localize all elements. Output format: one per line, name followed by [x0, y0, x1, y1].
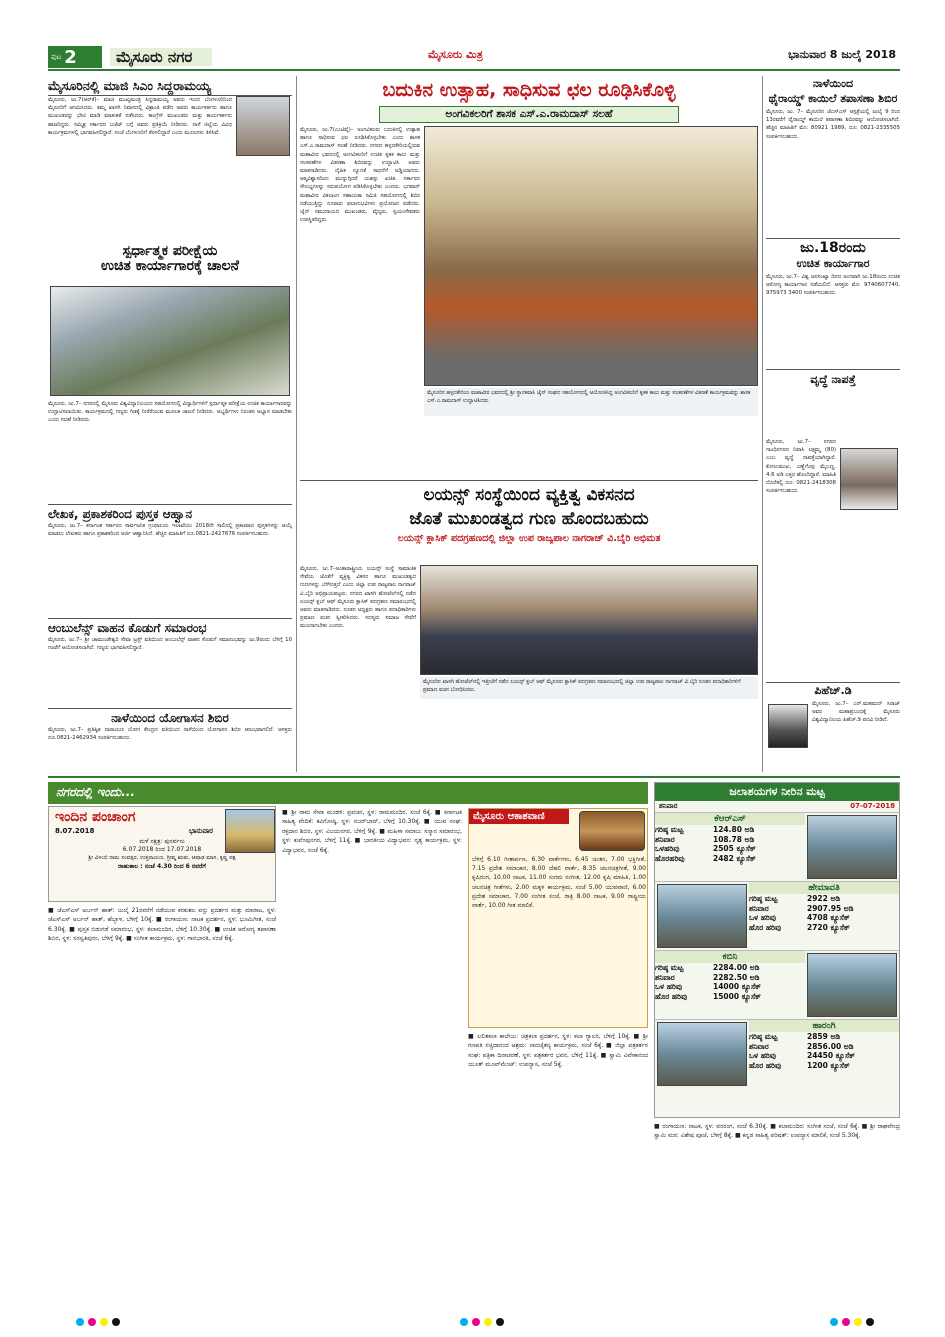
article-body-cont	[48, 178, 292, 238]
city-section	[48, 776, 900, 1296]
article-headline: ಮೈಸೂರಿನಲ್ಲಿ ಮಾಜಿ ಸಿಎಂ ಸಿದ್ದರಾಮಯ್ಯ	[48, 78, 212, 93]
section-name: ಮೈಸೂರು ನಗರ	[110, 48, 212, 66]
dam-stat-value: 24450 ಕ್ಯೂಸೆಕ್	[807, 1051, 855, 1060]
lead-body-cont	[424, 420, 758, 476]
dam-name: ಹಾರಂಗಿ	[749, 1020, 899, 1032]
dam-stat-value: 2720 ಕ್ಯೂಸೆಕ್	[807, 922, 850, 932]
dam-stat-label: ಗರಿಷ್ಠ ಮಟ್ಟ	[749, 1032, 778, 1041]
dam-stat-label: ಶನಿವಾರ	[749, 1041, 769, 1051]
divider	[766, 369, 900, 370]
article-body: ಮೈಸೂರು, ಜು.7– ನಗರದಲ್ಲಿ ಮೈಸೂರು ವಿಶ್ವವಿದ್ಯಾನಿಲಯದ ಸಹಯೋಗದಲ್ಲಿ ವಿದ್ಯಾರ್ಥಿಗಳಿಗೆ ಸ್ಪರ್ಧಾತ್ಮಕ ಪರೀಕ್ಷೆಯ ಉಚಿತ ಕಾರ್ಯಾಗಾರವನ್ನು ಉದ್ಘಾಟಿಸಲಾಯಿತು. ಕಾರ್ಯಕ್ರಮದಲ್ಲಿ ಗಣ್ಯರು ಗಿಡಕ್ಕೆ ನೀರೆರೆಯುವ ಮೂಲಕ ಚಾಲನೆ ನೀಡಿದರು. ಅಭ್ಯರ್ಥಿಗಳು ನಿರಂತರ ಅಭ್ಯಾಸ ಮಾಡಬೇಕು ಎಂದು ಸಲಹೆ ನೀಡಿದರು.	[48, 401, 292, 424]
panchanga-line: ಶ್ರೀ ವಿಳಂಬಿ ನಾಮ ಸಂವತ್ಸರ, ಉತ್ತರಾಯಣ, ಗ್ರೀಷ್ಮ ಋತು, ಆಷಾಢ ಮಾಸ, ಕೃಷ್ಣ ಪಕ್ಷ	[88, 855, 236, 861]
masthead: ಮೈಸೂರು ಮಿತ್ರ	[428, 48, 483, 61]
radio-icon	[579, 811, 645, 851]
article-headline	[48, 244, 292, 274]
dam-stat-label: ಒಳ ಹರಿವು	[655, 982, 682, 991]
dam-photo	[807, 815, 897, 879]
events-list: ■ ಜೆಎಸ್ಎಸ್ ಅರ್ಬನ್ ಹಾತ್: ಜುಲೈ 21ರವರೆಗೆ ನಡೆಯುವ ಕರಕುಶಲ ವಸ್ತು ಪ್ರದರ್ಶನ ಮತ್ತು ಮಾರಾಟ, ಸ್ಥಳ: ಜೆಎಸ್ಎಸ್ ಅರ್ಬನ್ ಹಾತ್, ಹೆಬ್ಬಾಳ, ಬೆಳಿಗ್ಗೆ 10ಕ್ಕೆ. ■ ರಂಗಾಯಣ: ನಾಟಕ ಪ್ರದರ್ಶನ, ಸ್ಥಳ: ಭೂಮಿಗೀತ, ಸಂಜೆ 6.30ಕ್ಕೆ. ■ ಪುಸ್ತಕ ಬಿಡುಗಡೆ ಸಮಾರಂಭ, ಸ್ಥಳ: ಕಲಾಮಂದಿರ, ಬೆಳಿಗ್ಗೆ 10.30ಕ್ಕೆ. ■ ಉಚಿತ ಆರೋಗ್ಯ ತಪಾಸಣಾ ಶಿಬಿರ, ಸ್ಥಳ: ಸರಸ್ವತಿಪುರಂ, ಬೆಳಿಗ್ಗೆ 9ಕ್ಕೆ. ■ ಸಂಗೀತ ಕಾರ್ಯಕ್ರಮ, ಸ್ಥಳ: ಗಾನಭಾರತಿ, ಸಂಜೆ 6ಕ್ಕೆ.	[48, 907, 276, 943]
dam-stat-label: ಗರಿಷ್ಠ ಮಟ್ಟ	[749, 894, 778, 903]
magenta-dot	[842, 1318, 850, 1326]
dam-stat-row	[655, 854, 805, 864]
registration-marks	[460, 1318, 504, 1326]
dam-stat-row	[655, 825, 805, 835]
events-list: ■ ಲಲಿತಕಲಾ ಕಾಲೇಜು: ಚಿತ್ರಕಲಾ ಪ್ರದರ್ಶನ, ಸ್ಥಳ: ಕಲಾ ಗ್ಯಾಲರಿ, ಬೆಳಿಗ್ಗೆ 10ಕ್ಕೆ. ■ ಶ್ರೀ ಗಣಪತಿ ಸಚ್ಚಿದಾನಂದ ಆಶ್ರಮ: ನಾದಚೈತನ್ಯ ಕಾರ್ಯಕ್ರಮ, ಸಂಜೆ 6ಕ್ಕೆ. ■ ಜಿಲ್ಲಾ ಪತ್ರಕರ್ತರ ಸಂಘ: ಪತ್ರಿಕಾ ದಿನಾಚರಣೆ, ಸ್ಥಳ: ಪತ್ರಕರ್ತರ ಭವನ, ಬೆಳಿಗ್ಗೆ 11ಕ್ಕೆ. ■ ಸ್ವಾಮಿ ವಿವೇಕಾನಂದ ಯೂತ್ ಮೂವ್‌ಮೆಂಟ್: ಉಪನ್ಯಾಸ, ಸಂಜೆ 5ಕ್ಕೆ.	[468, 1033, 648, 1069]
dam-stat-value: 2284.00 ಅಡಿ	[713, 963, 760, 972]
dam-stat-row	[749, 913, 899, 923]
panchanga-title: ಇಂದಿನ ಪಂಚಾಂಗ	[55, 809, 136, 825]
lions-caption: ಮೈಸೂರಿನ ಖಾಸಗಿ ಹೋಟೆಲ್‌ನಲ್ಲಿ ಇತ್ತೀಚೆಗೆ ನಡೆದ ಲಯನ್ಸ್ ಕ್ಲಬ್ ಆಫ್ ಮೈಸೂರು ಕ್ಲಾಸಿಕ್ ಪದಗ್ರಹಣ ಸಮಾರಂಭದಲ್ಲಿ ಜಿಲ್ಲಾ ಉಪ ರಾಜ್ಯಪಾಲ ನಾಗರಾಜ್ ವಿ.ಬೈರಿ ನೂತನ ಪದಾಧಿಕಾರಿಗಳಿಗೆ ಪ್ರಮಾಣ ವಚನ ಬೋಧಿಸಿದರು.	[420, 677, 758, 699]
dam-stat-label: ಹೊರ ಹರಿವು	[749, 1060, 782, 1070]
radio-box	[468, 808, 648, 1028]
panchanga-line: ಮಳೆ ನಕ್ಷತ್ರ: ಪುನರ್ವಸು	[139, 838, 185, 845]
palace-image	[225, 809, 275, 853]
dam-stat-label: ಗರಿಷ್ಠ ಮಟ್ಟ	[655, 963, 684, 972]
lead-headline: ಬದುಕಿನ ಉತ್ಸಾಹ, ಸಾಧಿಸುವ ಛಲ ರೂಢಿಸಿಕೊಳ್ಳಿ	[382, 79, 676, 101]
article-headline: ಆಂಬುಲೆನ್ಸ್ ವಾಹನ ಕೊಡುಗೆ ಸಮಾರಂಭ	[48, 618, 292, 636]
black-dot	[496, 1318, 504, 1326]
dam-stat-value: 14000 ಕ್ಯೂಸೆಕ್	[713, 982, 761, 991]
dam-stat-row	[749, 1061, 899, 1071]
reservoir-left-label: ಶನಿವಾರ	[659, 802, 678, 810]
dam-stat-value: 4708 ಕ್ಯೂಸೆಕ್	[807, 913, 850, 922]
dam-stat-row	[655, 973, 805, 983]
lead-photo	[424, 126, 758, 386]
dam-stat-row	[749, 1042, 899, 1052]
headline-line-1: ಸ್ಪರ್ಧಾತ್ಮಕ ಪರೀಕ್ಷೆಯ	[122, 243, 218, 259]
right-column	[766, 76, 900, 772]
dam-stat-label: ಶನಿವಾರ	[655, 834, 675, 844]
dam-stat-label: ಹೊರ ಹರಿವು	[655, 991, 688, 1001]
dam-stat-label: ಹೊರಹರಿವು	[655, 853, 685, 863]
article-body: ಮೈಸೂರು, ಜು.7– ಕರ್ನಾಟಕ ಸರ್ಕಾರದ ಸಾರ್ವಜನಿಕ ಗ್ರಂಥಾಲಯ ಇಲಾಖೆಯು 2018ನೇ ಸಾಲಿನಲ್ಲಿ ಪ್ರಕಟವಾದ ಪುಸ್ತಕಗಳನ್ನು ಆಯ್ಕೆ ಮಾಡಲು ಲೇಖಕರು ಹಾಗೂ ಪ್ರಕಾಶಕರಿಂದ ಅರ್ಜಿ ಆಹ್ವಾನಿಸಿದೆ. ಹೆಚ್ಚಿನ ಮಾಹಿತಿಗೆ ದೂ.0821-2427676 ಸಂಪರ್ಕಿಸಬಹುದು.	[48, 523, 292, 538]
radio-title: ಮೈಸೂರು ಆಕಾಶವಾಣಿ	[469, 809, 569, 824]
article-body: ಮೈಸೂರು, ಜು.7– ನಗರದ ಗಾಂಧಿನಗರದ ನಿವಾಸಿ ಲಕ್ಷ್ಮಮ್ಮ (80) ಎಂಬ ವೃದ್ಧೆ ನಾಪತ್ತೆಯಾಗಿದ್ದಾರೆ. ಕೋಲುಮುಖ, ಎಣ್ಣೆಗೆಂಪು ಮೈಬಣ್ಣ, 4.6 ಅಡಿ ಎತ್ತರ ಹೊಂದಿದ್ದಾರೆ. ಮಾಹಿತಿ ದೊರೆತಲ್ಲಿ ದೂ: 0821-2418308 ಸಂಪರ್ಕಿಸಬಹುದು.	[766, 439, 836, 495]
left-column	[48, 76, 292, 772]
dam-block	[655, 812, 899, 881]
article-headline: ಜು.18ರಂದು	[800, 240, 866, 256]
dam-list	[655, 812, 899, 1088]
yellow-dot	[100, 1318, 108, 1326]
dam-stat-value: 2907.95 ಅಡಿ	[807, 903, 854, 913]
dam-stat-row	[655, 963, 805, 973]
lead-body: ಮೈಸೂರು, ಜು.7(ಎಂಟಿವೈ)– ಅಂಗವಿಕಲರು ಬದುಕಿನಲ್ಲಿ ಉತ್ಸಾಹ ಹಾಗೂ ಸಾಧಿಸುವ ಛಲ ರೂಢಿಸಿಕೊಳ್ಳಬೇಕು ಎಂದು ಶಾಸಕ ಎಸ್.ಎ.ರಾಮದಾಸ್ ಸಲಹೆ ನೀಡಿದರು. ನಗರದ ಹಳ್ಳದಕೇರಿಯಲ್ಲಿರುವ ಮಹಾವೀರ ಭವನದಲ್ಲಿ ಅಂಗವಿಕಲರಿಗೆ ಉಚಿತ ಕೃತಕ ಕಾಲು ಮತ್ತು ಸಲಕರಣೆಗಳ ವಿತರಣಾ ಶಿಬಿರವನ್ನು ಉದ್ಘಾಟಿಸಿ ಅವರು ಮಾತನಾಡಿದರು. ದೈಹಿಕ ನ್ಯೂನತೆ ಸಾಧನೆಗೆ ಅಡ್ಡಿಯಾಗದು. ಆತ್ಮವಿಶ್ವಾಸದಿಂದ ಮುನ್ನುಗ್ಗಿದರೆ ಯಶಸ್ಸು ಖಚಿತ. ಸರ್ಕಾರದ ಸೌಲಭ್ಯಗಳನ್ನು ಸದುಪಯೋಗ ಪಡಿಸಿಕೊಳ್ಳಬೇಕು ಎಂದರು. ಭಗವಾನ್ ಮಹಾವೀರ ವಿಕಲಾಂಗ ಸಹಾಯತಾ ಸಮಿತಿ ಸಹಯೋಗದಲ್ಲಿ ಶಿಬಿರ ನಡೆಯುತ್ತಿದ್ದು ನೂರಾರು ಫಲಾನುಭವಿಗಳು ಪ್ರಯೋಜನ ಪಡೆದರು. ಜೈನ್ ಸಮುದಾಯದ ಮುಖಂಡರು, ವೈದ್ಯರು, ಸ್ವಯಂಸೇವಕರು ಉಪಸ್ಥಿತರಿದ್ದರು.	[300, 127, 420, 224]
dam-stat-row	[749, 1032, 899, 1042]
dam-name: ಕೆಆರ್‌ಎಸ್	[655, 813, 805, 825]
dam-stat-value: 2922 ಅಡಿ	[807, 894, 841, 903]
dam-stat-value: 2856.00 ಅಡಿ	[807, 1041, 854, 1051]
city-banner: ನಗರದಲ್ಲಿ ಇಂದು...	[48, 782, 648, 804]
scholar-photo	[768, 704, 808, 748]
page-header	[48, 42, 900, 72]
dam-stat-row	[655, 835, 805, 845]
cyan-dot	[76, 1318, 84, 1326]
page-number-tab	[48, 46, 102, 68]
panchanga-day: ಭಾನುವಾರ	[188, 827, 213, 835]
magenta-dot	[88, 1318, 96, 1326]
reservoir-title: ಜಲಾಶಯಗಳ ನೀರಿನ ಮಟ್ಟ	[655, 783, 899, 801]
dam-stat-label: ಗರಿಷ್ಠ ಮಟ್ಟ	[655, 825, 684, 834]
black-dot	[866, 1318, 874, 1326]
header-rule	[48, 69, 900, 71]
dam-stat-value: 108.78 ಅಡಿ	[713, 834, 755, 844]
events-list: ■ ಶ್ರೀ ರಾಮ ಸೇವಾ ಮಂಡಳಿ: ಪ್ರವಚನ, ಸ್ಥಳ: ರಾಮಮಂದಿರ, ಸಂಜೆ 6ಕ್ಕೆ. ■ ಕರ್ನಾಟಕ ಸಾಹಿತ್ಯ ವೇದಿಕೆ: ಕವಿಗೋಷ್ಠಿ, ಸ್ಥಳ: ನಜರ್‌ಬಾದ್, ಬೆಳಿಗ್ಗೆ 10.30ಕ್ಕೆ. ■ ಯುವ ಸಂಘ: ರಕ್ತದಾನ ಶಿಬಿರ, ಸ್ಥಳ: ವಿಜಯನಗರ, ಬೆಳಿಗ್ಗೆ 9ಕ್ಕೆ. ■ ಮಹಿಳಾ ಸಮಾಜ: ಸನ್ಮಾನ ಸಮಾರಂಭ, ಸ್ಥಳ: ಕುವೆಂಪುನಗರ, ಬೆಳಿಗ್ಗೆ 11ಕ್ಕೆ. ■ ಭಾರತೀಯ ವಿದ್ಯಾಭವನ: ನೃತ್ಯ ಕಾರ್ಯಕ್ರಮ, ಸ್ಥಳ: ವಿದ್ಯಾಭವನ, ಸಂಜೆ 6ಕ್ಕೆ.	[282, 809, 462, 854]
dam-stat-row	[655, 982, 805, 992]
dam-stat-value: 124.80 ಅಡಿ	[713, 825, 755, 834]
dam-stat-row	[749, 1051, 899, 1061]
article-body: ಮೈಸೂರು, ಜು. 7– ಮೈಸೂರಿನ ಜೆಎಸ್‌ಎಸ್ ಆಸ್ಪತ್ರೆಯಲ್ಲಿ ಜುಲೈ 9 ರಿಂದ 13ರವರೆಗೆ ಥೈರಾಯ್ಡ್ ಕಾಯಿಲೆ ತಪಾಸಣಾ ಶಿಬಿರವನ್ನು ಆಯೋಜಿಸಲಾಗಿದೆ. ಹೆಚ್ಚಿನ ಮಾಹಿತಿಗೆ ಮೊ: 80921 1989, ದೂ: 0821-2335505 ಸಂಪರ್ಕಿಸಬಹುದು.	[766, 109, 900, 140]
dam-name: ಹೇಮಾವತಿ	[749, 882, 899, 894]
lead-subhead: ಅಂಗವಿಕಲರಿಗೆ ಶಾಸಕ ಎಸ್.ಎ.ರಾಮದಾಸ್ ಸಲಹೆ	[379, 106, 679, 123]
dam-stat-label: ಒಳಹರಿವು	[655, 844, 680, 853]
dam-stat-row	[749, 894, 899, 904]
article-headline: ಥೈರಾಯ್ಡ್ ಕಾಯಿಲೆ ತಪಾಸಣಾ ಶಿಬಿರ	[768, 92, 898, 105]
workshop-photo	[50, 286, 290, 396]
dam-block	[655, 950, 899, 1019]
reservoir-panel	[654, 782, 900, 1118]
headline-line-2: ಉಚಿತ ಕಾರ್ಯಾಗಾರಕ್ಕೆ ಚಾಲನೆ	[100, 258, 239, 274]
cyan-dot	[830, 1318, 838, 1326]
dam-stat-label: ಒಳ ಹರಿವು	[749, 1051, 776, 1060]
dam-name: ಕಬಿನಿ	[655, 951, 805, 963]
missing-person-photo	[840, 448, 898, 510]
dam-stat-value: 2859 ಅಡಿ	[807, 1032, 841, 1041]
black-dot	[112, 1318, 120, 1326]
dam-stat-label: ಶನಿವಾರ	[655, 972, 675, 982]
portrait-photo	[236, 96, 290, 156]
article-headline: ನಾಳೆಯಿಂದ ಯೋಗಾಸನ ಶಿಬಿರ	[48, 708, 292, 726]
lead-story	[300, 76, 758, 476]
lions-body: ಮೈಸೂರು, ಜು.7–ಅಂತಾರಾಷ್ಟ್ರೀಯ ಲಯನ್ಸ್ ಸಂಸ್ಥೆ ಸಾಮಾಜಿಕ ಸೇವೆಯ ಜೊತೆಗೆ ವ್ಯಕ್ತಿತ್ವ ವಿಕಸನ ಹಾಗೂ ಮುಖಂಡತ್ವದ ಗುಣಗಳನ್ನು ಬೆಳೆಸುತ್ತದೆ ಎಂದು ಜಿಲ್ಲಾ ಉಪ ರಾಜ್ಯಪಾಲ ನಾಗರಾಜ್ ವಿ.ಬೈರಿ ಅಭಿಪ್ರಾಯಪಟ್ಟರು. ನಗರದ ಖಾಸಗಿ ಹೋಟೆಲ್‌ನಲ್ಲಿ ನಡೆದ ಲಯನ್ಸ್ ಕ್ಲಬ್ ಆಫ್ ಮೈಸೂರು ಕ್ಲಾಸಿಕ್ ಪದಗ್ರಹಣ ಸಮಾರಂಭದಲ್ಲಿ ಅವರು ಮಾತನಾಡಿದರು. ನೂತನ ಅಧ್ಯಕ್ಷರು ಹಾಗೂ ಪದಾಧಿಕಾರಿಗಳು ಪ್ರಮಾಣ ವಚನ ಸ್ವೀಕರಿಸಿದರು. ಸದಸ್ಯರು ಸಮಾಜ ಸೇವೆಗೆ ಮುಂದಾಗಬೇಕು ಎಂದರು.	[300, 566, 416, 630]
registration-marks	[76, 1318, 120, 1326]
article-body: ಮೈಸೂರು, ಜು.7– ಶ್ರೀ ಚಾಮುಂಡೇಶ್ವರಿ ಸೇವಾ ಟ್ರಸ್ಟ್ ವತಿಯಿಂದ ಆಂಬುಲೆನ್ಸ್ ವಾಹನ ಕೊಡುಗೆ ಸಮಾರಂಭವನ್ನು ಜು.9ರಂದು ಬೆಳಿಗ್ಗೆ 10 ಗಂಟೆಗೆ ಆಯೋಜಿಸಲಾಗಿದೆ. ಗಣ್ಯರು ಭಾಗವಹಿಸಲಿದ್ದಾರೆ.	[48, 637, 292, 652]
page-label: ಪುಟ	[51, 52, 62, 61]
dam-stat-row	[749, 904, 899, 914]
panchanga-box	[48, 806, 276, 902]
article-headline: ವೃದ್ಧೆ ನಾಪತ್ತೆ	[810, 373, 856, 386]
radio-schedule: ಬೆಳಿಗ್ಗೆ 6.10 ಗೀತಾರ್ಪಣ, 6.30 ವಾರ್ತೆಗಳು, 6.45 ಚಿಂತನ, 7.00 ಭಕ್ತಿಗೀತೆ, 7.15 ಪ್ರದೇಶ ಸಮಾಚಾರ, 8.00 ದೆಹಲಿ ವಾರ್ತೆ, 8.35 ಚಲನಚಿತ್ರಗೀತೆ, 9.00 ಕೃಷಿರಂಗ, 10.00 ನಾಟಕ, 11.00 ಸುಗಮ ಸಂಗೀತ, 12.00 ಕೃಷಿ ಮಾಹಿತಿ, 1.00 ಚಲನಚಿತ್ರ ಗೀತೆಗಳು, 2.00 ಮಕ್ಕಳ ಕಾರ್ಯಕ್ರಮ, ಸಂಜೆ 5.00 ಯುವವಾಣಿ, 6.00 ಪ್ರದೇಶ ಸಮಾಚಾರ, 7.00 ಸಂಗೀತ ಸಂಜೆ, ರಾತ್ರಿ 8.00 ನಾಟಕ, 9.00 ರಾಷ್ಟ್ರೀಯ ವಾರ್ತೆ, 10.00 ಗೀತ ಮಾಲಿಕೆ.	[472, 856, 646, 910]
dam-stat-value: 2482 ಕ್ಯೂಸೆಕ್	[713, 853, 756, 863]
issue-date: ಭಾನುವಾರ 8 ಜುಲೈ 2018	[788, 48, 896, 61]
dam-stat-row	[655, 992, 805, 1002]
dam-stat-value: 15000 ಕ್ಯೂಸೆಕ್	[713, 991, 761, 1001]
lions-headline-2: ಜೊತೆ ಮುಖಂಡತ್ವದ ಗುಣ ಹೊಂದಬಹುದು	[409, 509, 649, 529]
dam-stat-row	[655, 844, 805, 854]
rahukala: ರಾಹುಕಾಲ : ಸಂಜೆ 4.30 ರಿಂದ 6 ರವರೆಗೆ	[118, 863, 206, 870]
lions-subhead: ಲಯನ್ಸ್ ಕ್ಲಾಸಿಕ್ ಪದಗ್ರಹಣದಲ್ಲಿ ಜಿಲ್ಲಾ ಉಪ ರಾಜ್ಯಪಾಲ ನಾಗರಾಜ್ ವಿ.ಬೈರಿ ಅಭಿಮತ	[397, 533, 661, 544]
article-headline: ಲೇಖಕ, ಪ್ರಕಾಶಕರಿಂದ ಪುಸ್ತಕ ಆಹ್ವಾನ	[48, 504, 292, 522]
yellow-dot	[854, 1318, 862, 1326]
kicker: ನಾಳೆಯಿಂದ	[812, 77, 854, 90]
lions-photo	[420, 565, 758, 675]
dam-block	[655, 1019, 899, 1088]
dam-photo	[807, 953, 897, 1017]
reservoir-date: 07-07-2018	[850, 802, 895, 810]
dam-stat-label: ಶನಿವಾರ	[749, 903, 769, 913]
dam-stat-value: 2282.50 ಅಡಿ	[713, 972, 760, 982]
panchanga-line: 6.07.2018 ರಿಂದ 17.07.2018	[122, 846, 202, 853]
dam-photo	[657, 884, 747, 948]
dam-stat-row	[749, 923, 899, 933]
lead-caption: ಮೈಸೂರಿನ ಹಳ್ಳದಕೇರಿಯ ಮಹಾವೀರ ಭವನದಲ್ಲಿ ಶ್ರೀ ಸ್ಥಾನಕವಾಸಿ ಜೈನ್ ಸಂಘದ ಸಹಯೋಗದಲ್ಲಿ ಆಯೋಜಿಸಿದ್ದ ಅಂಗವಿಕಲರಿಗೆ ಕೃತಕ ಕಾಲು ಮತ್ತು ಸಲಕರಣೆಗಳ ವಿತರಣೆ ಕಾರ್ಯಕ್ರಮವನ್ನು ಶಾಸಕ ಎಸ್.ಎ.ರಾಮದಾಸ್ ಉದ್ಘಾಟಿಸಿದರು.	[424, 388, 758, 416]
dam-photo	[657, 1022, 747, 1086]
dam-stat-value: 1200 ಕ್ಯೂಸೆಕ್	[807, 1060, 850, 1070]
panchanga-date: 8.07.2018	[55, 827, 95, 835]
dam-block	[655, 881, 899, 950]
events-list: ■ ರಂಗಾಯಣ: ನಾಟಕ, ಸ್ಥಳ: ವನರಂಗ, ಸಂಜೆ 6.30ಕ್ಕೆ. ■ ಕಲಾಮಂದಿರ: ಸಂಗೀತ ಸಂಜೆ, ಸಂಜೆ 6ಕ್ಕೆ. ■ ಶ್ರೀ ರಾಘವೇಂದ್ರ ಸ್ವಾಮಿ ಮಠ: ವಿಶೇಷ ಪೂಜೆ, ಬೆಳಿಗ್ಗೆ 8ಕ್ಕೆ. ■ ಕನ್ನಡ ಸಾಹಿತ್ಯ ಪರಿಷತ್: ಉಪನ್ಯಾಸ ಮಾಲಿಕೆ, ಸಂಜೆ 5.30ಕ್ಕೆ.	[654, 1123, 900, 1140]
lions-story	[300, 480, 758, 772]
article-headline: ಉಚಿತ ಕಾರ್ಯಾಗಾರ	[796, 257, 870, 270]
cyan-dot	[460, 1318, 468, 1326]
article-body: ಮೈಸೂರು, ಜು.7– ಎನ್.ಮಹಮದ್ ಸಿರಾಜ್ ಅವರ ಮಹಾಪ್ರಬಂಧಕ್ಕೆ ಮೈಸೂರು ವಿಶ್ವವಿದ್ಯಾನಿಲಯ ಪಿಹೆಚ್.ಡಿ ಪದವಿ ನೀಡಿದೆ.	[812, 701, 900, 724]
dam-stat-value: 2505 ಕ್ಯೂಸೆಕ್	[713, 844, 756, 853]
dam-stat-label: ಒಳ ಹರಿವು	[749, 913, 776, 922]
dam-stat-label: ಹೊರ ಹರಿವು	[749, 922, 782, 932]
lions-headline-1: ಲಯನ್ಸ್ ಸಂಸ್ಥೆಯಿಂದ ವ್ಯಕ್ತಿತ್ವ ವಿಕಸನದ	[423, 485, 635, 505]
article-body: ಮೈಸೂರು, ಜು.7(ಆರ್‌ಕೆ)– ಮಾಜಿ ಮುಖ್ಯಮಂತ್ರಿ ಸಿದ್ದರಾಮಯ್ಯ ಅವರು ಇಂದು ಬೆಂಗಳೂರಿನಿಂದ ಮೈಸೂರಿಗೆ ಆಗಮಿಸಿದರು. ತಮ್ಮ ಖಾಸಗಿ ನಿವಾಸದಲ್ಲಿ ವಿಶ್ರಾಂತಿ ಪಡೆದ ಅವರು ಕಾರ್ಯಕರ್ತರು ಹಾಗೂ ಮುಖಂಡರನ್ನು ಭೇಟಿ ಮಾಡಿ ಮಾತುಕತೆ ನಡೆಸಿದರು. ಕಾಂಗ್ರೆಸ್ ಮುಖಂಡರು ಮತ್ತು ಕಾರ್ಯಕರ್ತರು ಹಾಜರಿದ್ದರು. ಸಮ್ಮಿಶ್ರ ಸರ್ಕಾರದ ಬಜೆಟ್ ಬಗ್ಗೆ ಅವರು ಪ್ರತಿಕ್ರಿಯೆ ನೀಡಿದರು. ನಾಳೆ ಜಿಲ್ಲೆಯ ವಿವಿಧ ಕಾರ್ಯಕ್ರಮಗಳಲ್ಲಿ ಭಾಗವಹಿಸಲಿದ್ದಾರೆ. ಸಂಜೆ ಬೆಂಗಳೂರಿಗೆ ತೆರಳಲಿದ್ದಾರೆ ಎಂದು ಮೂಲಗಳು ತಿಳಿಸಿವೆ.	[48, 97, 232, 136]
article-body: ಮೈಸೂರು, ಜು.7– ವಿಶ್ವ ಜನಸಂಖ್ಯಾ ದಿನದ ಅಂಗವಾಗಿ ಜು.18ರಂದು ಉಚಿತ ಆರೋಗ್ಯ ಕಾರ್ಯಾಗಾರ ನಡೆಯಲಿದೆ. ಆಸಕ್ತರು ಮೊ: 9740607740, 975973 3400 ಸಂಪರ್ಕಿಸಬಹುದು.	[766, 274, 900, 297]
yellow-dot	[484, 1318, 492, 1326]
column-divider	[762, 76, 763, 772]
article-body: ಮೈಸೂರು, ಜು.7– ಪ್ರತಿಷ್ಠಿತ ನಾರಾಯಣ ಯೋಗ ಕೇಂದ್ರದ ವತಿಯಿಂದ ನಾಳೆಯಿಂದ ಯೋಗಾಸನ ಶಿಬಿರ ಆರಂಭವಾಗಲಿದೆ. ಆಸಕ್ತರು ದೂ.0821-2462934 ಸಂಪರ್ಕಿಸಬಹುದು.	[48, 727, 292, 742]
registration-marks	[830, 1318, 874, 1326]
page-number: 2	[64, 46, 77, 68]
divider	[766, 238, 900, 239]
column-divider	[296, 76, 297, 772]
magenta-dot	[472, 1318, 480, 1326]
article-headline: ಪಿಹೆಚ್.ಡಿ	[766, 682, 900, 698]
lions-body-cont	[420, 703, 758, 771]
